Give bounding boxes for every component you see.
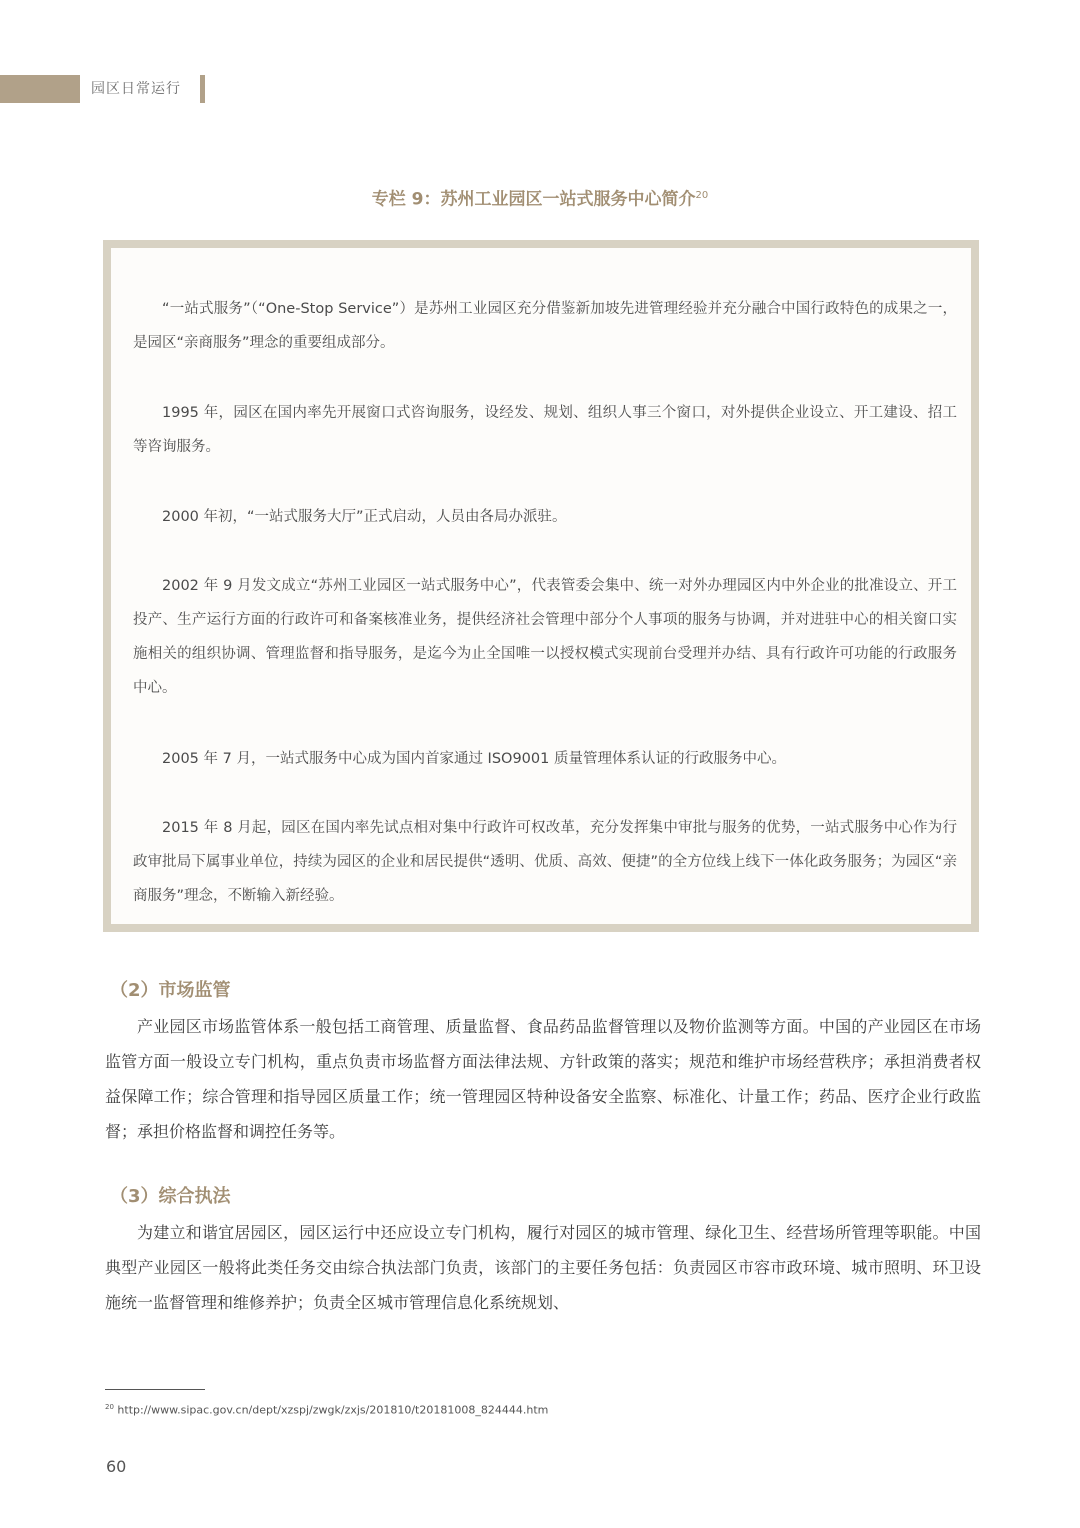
box-title-text: 专栏 9：苏州工业园区一站式服务中心简介 [371,189,696,210]
info-box [103,240,979,932]
box-paragraph-2015: 2015 年 8 月起，园区在国内率先试点相对集中行政许可权改革，充分发挥集中审批与服务的优势，一站式服务中心作为行政审批局下属事业单位，持续为园区的企业和居民提供“透明、优质、高效、便捷”的全方位线上线下一体化政务服务；为园区“亲商服务”理念，不断输入新经验。 [133,820,957,904]
box-title [0,184,1080,212]
box-paragraph-2002: 2002 年 9 月发文成立“苏州工业园区一站式服务中心”，代表管委会集中、统一对外办理园区内中外企业的批准设立、开工投产、生产运行方面的行政许可和备案核准业务，提供经济社会管理中部分个人事项的服务与协调，并对进驻中心的相关窗口实施相关的组织协调、管理监督和指导服务，是迄今为止全国唯一以授权模式实现前台受理并办结、具有行政许可功能的行政服务中心。 [133,578,957,696]
box-paragraph-intro: “一站式服务”（“One-Stop Service”）是苏州工业园区充分借鉴新加坡先进管理经验并充分融合中国行政特色的成果之一，是园区“亲商服务”理念的重要组成部分。 [133,301,957,351]
header-color-band [0,75,80,103]
running-header-title: 园区日常运行 [91,81,181,97]
section-heading-market-supervision: （2）市场监管 [110,980,231,1001]
box-paragraph-2005: 2005 年 7 月，一站式服务中心成为国内首家通过 ISO9001 质量管理体系认证的行政服务中心。 [162,751,786,767]
footnote-number: 20 [105,1403,114,1411]
box-paragraph-1995: 1995 年，园区在国内率先开展窗口式咨询服务，设经发、规划、组织人事三个窗口，对外提供企业设立、开工建设、招工等咨询服务。 [133,405,957,455]
section-text-market-supervision: 产业园区市场监管体系一般包括工商管理、质量监督、食品药品监督管理以及物价监测等方面。中国的产业园区在市场监管方面一般设立专门机构，重点负责市场监督方面法律法规、方针政策的落实；规范和维护市场经营秩序；承担消费者权益保障工作；综合管理和指导园区质量工作；统一管理园区特种设备安全监察、标准化、计量工作；药品、医疗企业行政监督；承担价格监督和调控任务等。 [105,1017,981,1141]
header-divider-bar [200,75,205,103]
footnote [105,1398,548,1420]
section-heading-comprehensive-enforcement: （3）综合执法 [110,1186,231,1207]
page-number: 60 [106,1457,127,1476]
footnote-url: http://www.sipac.gov.cn/dept/xzspj/zwgk/zxjs/201810/t20181008_824444.htm [117,1403,549,1417]
section-text-comprehensive-enforcement: 为建立和谐宜居园区，园区运行中还应设立专门机构，履行对园区的城市管理、绿化卫生、经营场所管理等职能。中国典型产业园区一般将此类任务交由综合执法部门负责，该部门的主要任务包括：负责园区市容市政环境、城市照明、环卫设施统一监督管理和维修养护；负责全区城市管理信息化系统规划、 [105,1223,981,1312]
footnote-divider [105,1389,205,1390]
box-title-footnote-ref: 20 [695,190,709,201]
box-paragraph-2000: 2000 年初，“一站式服务大厅”正式启动，人员由各局办派驻。 [162,509,567,525]
